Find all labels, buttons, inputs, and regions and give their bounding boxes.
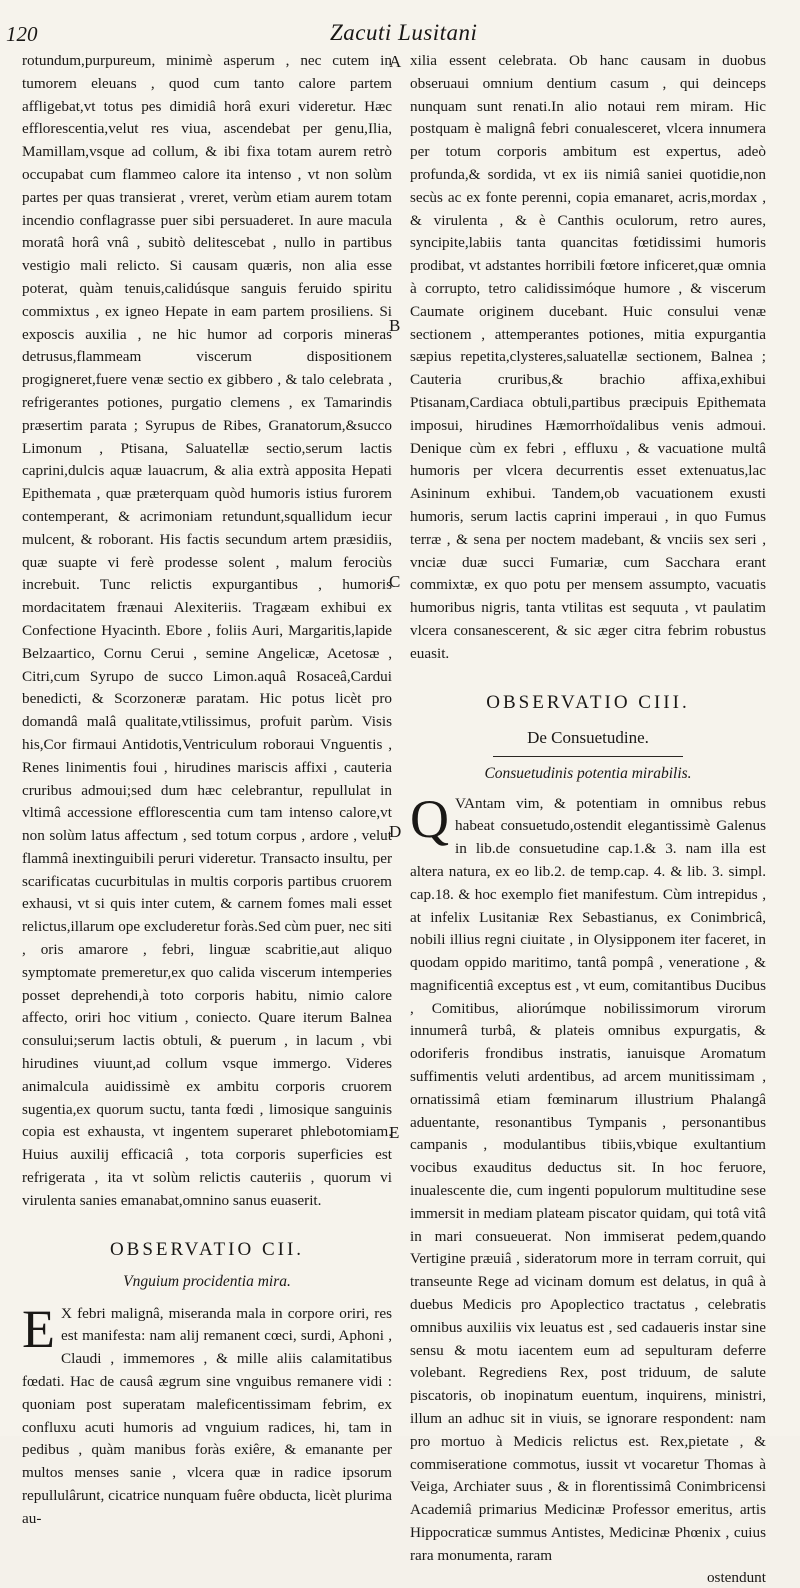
observation-cii-body [22,1298,392,1531]
title-rule [493,756,683,757]
dropcap-e: E [22,1298,55,1359]
dropcap-q: Q [410,788,449,849]
margin-letter-b: B [389,316,401,335]
margin-letter-a: A [389,52,402,71]
right-column-text: xilia essent celebrata. Ob hanc causam in duobus obseruaui omnium dentium casum , qui deinceps nunquam sunt renati.In alio notaui rem miram. Hic postquam è malignâ febri conualesceret, vlcera innumera per totum corporis ambitum est expertus, adeò profunda,& sordida, vt ex iis nimiâ saniei quotidie,non secùs ac ex fonte perenni, copia emanaret, acris,mordax , & virulenta , & è Canthis oculorum, retro aures, syncipite,labiis tanta quancitas fœtidissimi humoris prodibat, vt adstantes horribili fœtore inficeret,quæ omnia à corrupto, tetro calidissimóque humore , & viscerum Caumate originem ducebant. Huic consului venæ sectionem , attemperantes potiones, mitia expurgantia sæpius repetita,clysteres,saluatellæ sectionem, Balnea ; Cauteria cruribus,& brachio affixa,exhibui Ptisanam,Cardiaca obtuli,partibus præcipuis Epithemata imposui, hirudines Hæmorrhoïdalibus venis admoui. Denique cùm ex febri , effluxu , & vacuatione multâ humoris per vlcera decurrentis esset extenuatus,lac Asininum exhibui. Tandem,ob vacuationem exusti humoris, serum lactis caprini imperaui , in quo Fumus terræ , & sena per noctem madebant, & vnciis sex seri , vnciæ duæ succi Fumariæ, cum Sacchara erant commixtæ, ex quo potu per mensem assumpto, vacuatis humoribus nigris, tanta vtilitas est sequuta , vt paulatim vlcera consanescerent, & sic æger citra febrim robustus euasit. [410,52,766,662]
margin-letter-c: C [389,572,401,591]
observation-ciii-subtitle: De Consuetudine. [527,727,649,747]
observation-ciii-text: VAntam vim, & potentiam in omnibus rebus habeat consuetudo,ostendit elegantissimè Galenus in lib.de consuetudine cap.1.& 3. nam illa est altera natura, ex eo lib.2. de temp.cap. 4. & lib. 3. simpl. cap.18. & hoc exemplo fiet manifestum. Cùm intrepidus , at infelix Lusitaniæ Rex Sebastianus, ex Conimbricâ, nobili illius regni ciuitate , in Olysipponem iter faceret, in quodam oppido maritimo, tantâ pompâ , veneratione , & magnificentiâ exceptus est , vt eum, comitantibus Ducibus , Comitibus, aliorúmque nobilissimorum virorum innumerâ turbâ, & plateis omnibus expurgatis, & odoriferis frondibus instratis, ianuisque Aromatum suffimentis veluti ardentibus, ad arcem munitissimam , ornatissimâ etiam fœminarum illustrium Phalangâ aduentante, resonantibus Tympanis , personantibus campanis , modulantibus tibiis,vbique exultantium vocibus exauditus deductus sit. In hoc feruore, inualescente die, cum ingenti populorum multitudine sese immersit in mediam plateam piscator quidam, qui totâ vitâ in mari consueuerat. Non immiserat pedem,quando Vertigine præuiâ , sideratorum more in terram corruit, qui transeunte Rege ad vicinam domum est delatus, in quâ à duebus Medicis pro Apoplectico tractatus , celebratis omnibus auxiliis vix leuatus est , sed cadaueris instar sine sensu & motu iacentem eum ad sepulturam deferre volebant. Regrediens Rex, post triduum, de salute piscatoris, ob inopinatum euentum, inquirens, ministri, illum an adhuc sit in viuis, se ignorare respondent: nam pro mortuo à Medicis relictus est. Rex,pietate , & commiseratione commotus, iussit vt vocaretur Thomas à Veiga, Archiater suus , & in florentissimâ Conimbricensi Academiâ primarius Medicinæ Professor emeritus, artis Hippocraticæ summus Antistes, Medicinæ Phœnix , cuius rara monumenta, raram [410,794,766,1564]
observation-ciii-tagline: Consuetudinis potentia mirabilis. [484,764,692,782]
observation-cii-text: X febri malignâ, miseranda mala in corpore oriri, res est manifesta: nam alij remanent cœci, surdi, Aphoni , Claudi , immemores , & mille aliis calamitatibus fœdati. Hac de causâ ægrum sine vnguibus remanere vidi : quoniam post superatam maleficentissimam febrim, ex confluxu acuti humoris ad vnguium radices, hi, tam in pedibus , quàm manibus foràs exiêre, & emanante per multos menses sanie , vlcera quæ in radice ipsorum repullulârunt, cicatrice nunquam fuêre obducta, licèt plurima au- [22,1304,392,1527]
margin-letter-d: D [389,822,402,841]
observation-ciii-body [410,788,766,1568]
right-column [410,50,766,1588]
page-header [0,0,800,48]
left-column [22,50,392,1531]
catchword: ostendunt [706,1568,766,1586]
observation-cii-subtitle: Vnguium procidentia mira. [123,1272,291,1290]
running-head: Zacuti Lusitani [330,20,478,45]
margin-letter-e: E [389,1123,400,1142]
observation-ciii-title: OBSERVATIO CIII. [486,691,690,713]
left-column-text: rotundum,purpureum, minimè asperum , nec cutem in tumorem eleuans , quod cum tanto calore partem affligebat,vt totus pes dimidiâ horâ exuri videretur. Hæc efflorescentia,velut res viua, ascendebat per genu,Ilia, Mamillam,vsque ad collum, & ibi fixa totam aurem retrò occupabat cum flammeo calore ita intenso , vt non solùm partes per quas transierat , vreret, verùm etiam aurem totam incendio conflagrasse puer sibi persuaderet. In aure macula moratâ horâ vnâ , subitò delitescebat , nullo in partibus vestigio mali relicto. Si causam quæris, non alia esse poterat, quàm tenuis,calidúsque sanguis feruido spiritu commixtus , ex igneo Hepate in eam partem prosiliens. Si exposcis auxilia , ne hic humor ad corporis mineras detrusus,flammeam viscerum dispositionem progigneret,fuere venæ sectio ex gibbero , & talo celebrata , refrigerantes potiones, purgatio clemens , ex Tamarindis præsertim parata ; Syrupus de Ribes, Granatorum,&succo Limonum , Ptisana, Saluatellæ sectio,serum lactis caprini,dulcis aquæ lauacrum, & alia extrà apposita Hepati Epithemata , quæ præterquam quòd humoris istius furorem contemperant, & acrimoniam retundunt,squallidum iecur mulcent, & roborant. His factis secundum artem præsidiis, quæ suapte vi ferè prodesse solent , malum ferociùs increbuit. Tunc relictis expurgantibus , humoris mordacitatem frænaui Alexiteriis. Tragæam exhibui ex Confectione Hyacinth. Ebore , foliis Auri, Margaritis,lapide Belzaartico, Cornu Cerui , semine Angelicæ, Acetosæ , Citri,cum Syrupo de succo Limon.aquâ Rosaceâ,Cardui benedicti, & Scorzoneræ paratam. Hic potus licèt pro domandâ malâ qualitate,vtilissimus, profuit parùm. Visis his,Cor firmaui Antidotis,Ventriculum roboraui Vnguentis , Renes linimentis foui , hirudines mariscis affixi , cauteria cruribus admoui;sed dum hæc celebrantur, repullulat in vltimâ accessione efflorescentia cum tam intenso calore,vt non solùm latus affectum , sed totum corpus , ardore , velut flammâ inextinguibili peruri videretur. Transacto insultu, per scarificatas cucurbitulas in multis corporis partibus cruorem exhausi, vt si quis inter cutem, & carnem fomes mali esset relictus,illarum ope excluderetur foràs.Sed cùm puer, nec siti , oris amarore , febri, linguæ scabritie,aut aliquo symptomate premeretur,ex quo calida viscerum intemperies posset deprehendi,à toto corporis habitu, nimio calore affecto, oriri hoc vitium , coniecto. Quare iterum Balnea consului;serum lactis obtuli, & puerum , in lacum , vbi hirudines viuunt,ad collum vsque immergo. Videres animalcula auidissimè ex ambitu corporis cruorem sugentia,ex quorum suctu, tanta fœdi , limosique sanguinis copia est exhausta, vt ingentem superaret phlebotomiam. Huius auxilij efficaciâ , tota corporis superficies est refrigerata , ita vt solùm relictis cauteriis , quorum vi virulenta sanies emanabat,omnino sanus euaserit. [22,52,392,1209]
observation-cii-title: OBSERVATIO CII. [109,1238,305,1260]
page-number: 120 [6,22,38,46]
